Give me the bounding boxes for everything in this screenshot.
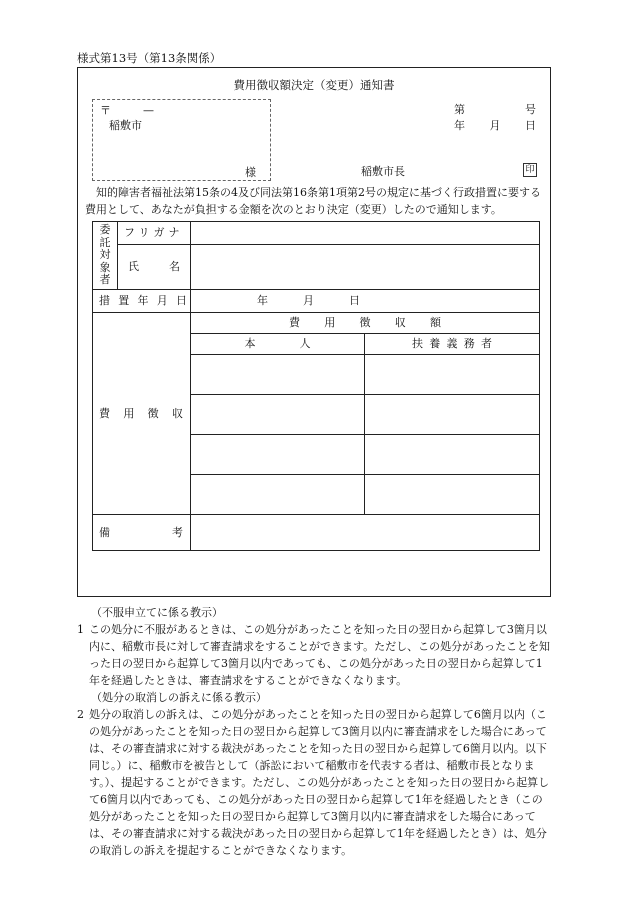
issue-date <box>454 118 536 134</box>
notice-title: 費用徴収額決定（変更）通知書 <box>233 78 395 92</box>
form-number: 様式第13号（第13条関係） <box>77 51 222 65</box>
intro-text: 知的障害者福祉法第15条の4及び同法第16条第1項第2号の規定に基づく行政措置に要する費用として、あなたが負担する金額を次のとおり決定（変更）したので通知します。 <box>85 186 541 216</box>
issue-year: 年 <box>454 119 465 132</box>
supporter-header: 扶養義務者 <box>365 334 540 355</box>
measure-date-field[interactable] <box>191 290 540 313</box>
revocation-heading: （処分の取消しの訴えに係る教示） <box>91 691 267 704</box>
address-window <box>92 99 271 181</box>
notes <box>77 604 553 859</box>
appeal-heading: （不服申立てに係る教示） <box>91 606 223 619</box>
fee-amount-header: 費用徴収額 <box>191 313 540 334</box>
appeal-text: この処分に不服があるときは、この処分があったことを知った日の翌日から起算して3箇月以内に、稲敷市長に対して審査請求をすることができます。ただし、この処分があったことを知った日の翌日から起算して3箇月以内であっても、この処分があった日の翌日から起算して1年を経過したときは、審査請求をすることができなくなります。 <box>89 623 551 687</box>
name-field[interactable] <box>191 245 540 290</box>
entrusted-label: 委 託 対 象 者 <box>93 222 118 290</box>
self-header: 本人 <box>191 334 365 355</box>
revocation-paragraph <box>77 706 553 859</box>
document-number-prefix: 第 <box>454 103 465 116</box>
notice-frame <box>77 67 551 597</box>
self-amount-cell[interactable] <box>191 435 365 475</box>
revocation-text: 処分の取消しの訴えは、この処分があったことを知った日の翌日から起算して6箇月以内（この処分があったことを知った日の翌日から起算して3箇月以内に審査請求をした場合にあっては、その審査請求に対する裁決があったことを知った日の翌日から起算して6箇月以内。以下同じ。）に、稲敷市を被告として（訴訟において稲敷市を代表する者は、稲敷市長となります。）、提起することができます。ただし、この処分があったことを知った日の翌日から起算して6箇月以内であっても、この処分があった日の翌日から起算して1年を経過したとき（この処分があったことを知った日の翌日から起算して3箇月以内に審査請求をした場合にあっては、その審査請求に対する裁決があった日の翌日から起算して1年を経過したとき）は、処分の取消しの訴えを提起することができなくなります。 <box>89 708 550 857</box>
furigana-label: フリガナ <box>118 222 191 245</box>
honorific: 様 <box>245 166 256 179</box>
self-amount-cell[interactable] <box>191 395 365 435</box>
furigana-field[interactable] <box>191 222 540 245</box>
measure-year: 年 <box>257 294 268 308</box>
measure-day: 日 <box>349 294 360 308</box>
measure-month: 月 <box>303 294 314 308</box>
issuer: 稲敷市長 <box>361 165 405 178</box>
remarks-field[interactable] <box>191 515 540 551</box>
fee-collection-label: 費用徴収 <box>93 313 191 515</box>
supporter-amount-cell[interactable] <box>365 395 540 435</box>
supporter-amount-cell[interactable] <box>365 355 540 395</box>
document-number-suffix: 号 <box>525 103 536 116</box>
supporter-amount-cell[interactable] <box>365 435 540 475</box>
self-amount-cell[interactable] <box>191 475 365 515</box>
appeal-paragraph <box>77 621 553 689</box>
appeal-number: 1 <box>77 623 84 636</box>
supporter-amount-cell[interactable] <box>365 475 540 515</box>
remarks-label: 備考 <box>93 515 191 551</box>
postal-mark: 〒 <box>100 104 111 117</box>
measure-date-label: 措置年月日 <box>93 290 191 313</box>
issue-month: 月 <box>489 119 501 132</box>
name-label: 氏名 <box>118 245 191 290</box>
issue-day: 日 <box>525 119 536 132</box>
fee-table <box>92 221 540 551</box>
postal-dash: — <box>143 104 154 117</box>
seal-mark: 印 <box>523 163 537 177</box>
revocation-number: 2 <box>77 708 84 721</box>
self-amount-cell[interactable] <box>191 355 365 395</box>
recipient-city: 稲敷市 <box>109 119 142 132</box>
